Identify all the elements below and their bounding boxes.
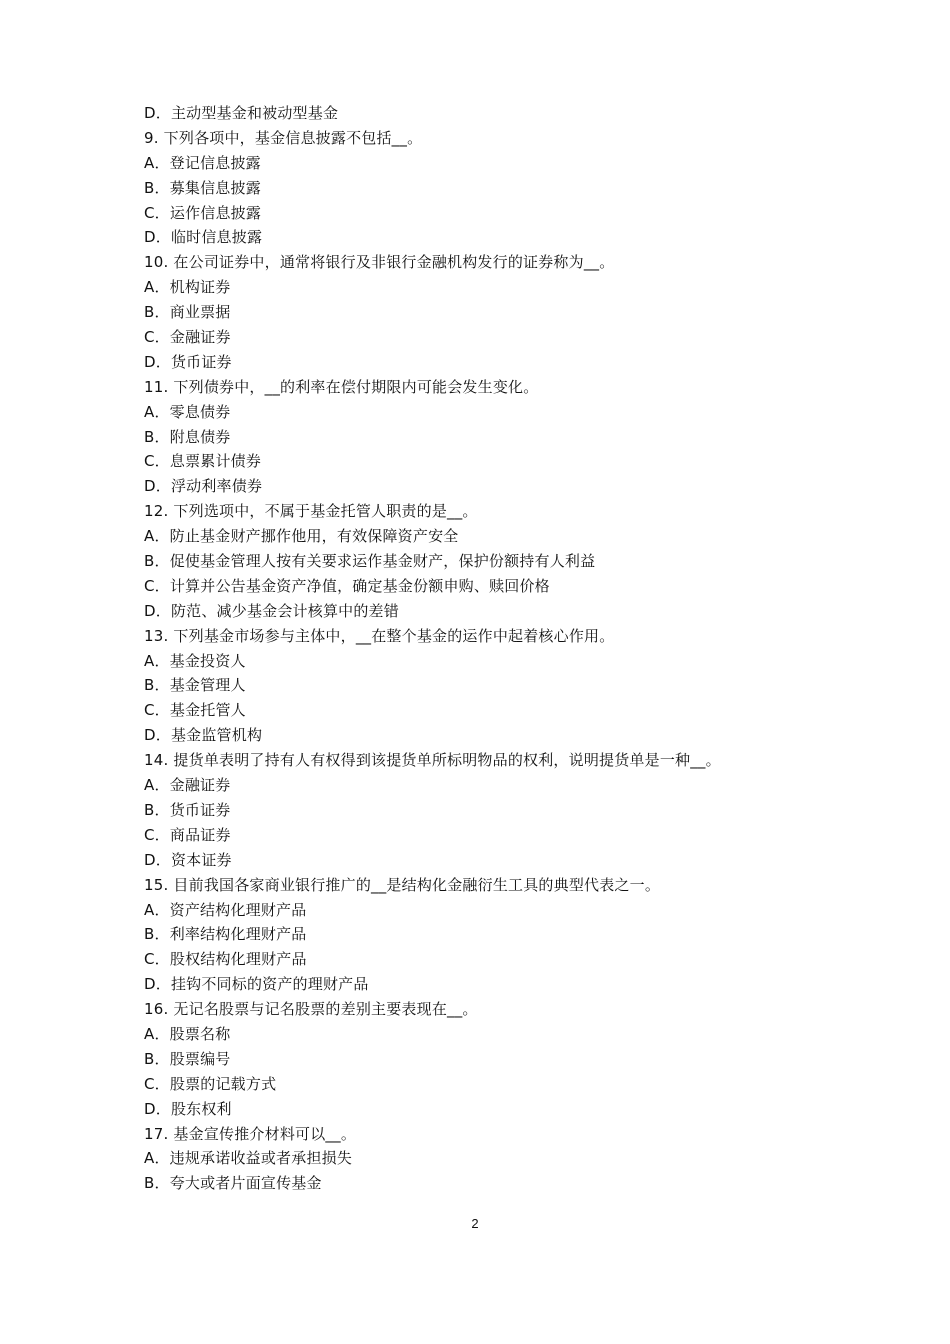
option-text: B．商业票据 [144, 303, 231, 322]
option-text: C．商品证券 [144, 825, 231, 844]
question-text: 12. 下列选项中，不属于基金托管人职责的是__。 [144, 502, 478, 521]
question-text: 10. 在公司证券中，通常将银行及非银行金融机构发行的证券称为__。 [144, 253, 615, 272]
page-number: 2 [471, 1216, 479, 1231]
option-text: D．基金监管机构 [144, 726, 263, 745]
option-text: B．股票编号 [144, 1049, 231, 1068]
question-text: 13. 下列基金市场参与主体中，__在整个基金的运作中起着核心作用。 [144, 626, 615, 645]
option-text: C．息票累计债券 [144, 452, 262, 471]
option-text: A．金融证券 [144, 776, 231, 795]
option-text: B．利率结构化理财产品 [144, 925, 307, 944]
option-text: B．基金管理人 [144, 676, 246, 695]
option-text: D．浮动利率债券 [144, 477, 263, 496]
question-text: 9. 下列各项中，基金信息披露不包括__。 [144, 128, 423, 147]
question-text: 17. 基金宣传推介材料可以__。 [144, 1124, 357, 1143]
option-text: C．运作信息披露 [144, 203, 262, 222]
question-text: 11. 下列债券中，__的利率在偿付期限内可能会发生变化。 [144, 377, 539, 396]
option-text: C．计算并公告基金资产净值，确定基金份额申购、赎回价格 [144, 576, 550, 595]
option-text: A．零息债券 [144, 402, 231, 421]
option-text: A．机构证券 [144, 278, 231, 297]
option-text: D．临时信息披露 [144, 228, 263, 247]
option-text: A．登记信息披露 [144, 153, 261, 172]
option-text: D．主动型基金和被动型基金 [144, 104, 339, 122]
question-text: 15. 目前我国各家商业银行推广的__是结构化金融衍生工具的典型代表之一。 [144, 875, 661, 894]
option-text: D．股东权利 [144, 1099, 232, 1118]
option-text: D．货币证券 [144, 352, 232, 371]
option-text: D．防范、减少基金会计核算中的差错 [144, 601, 399, 620]
option-text: A．防止基金财产挪作他用，有效保障资产安全 [144, 527, 459, 546]
option-text: A．违规承诺收益或者承担损失 [144, 1149, 353, 1168]
option-text: D．资本证券 [144, 850, 232, 869]
option-text: B．货币证券 [144, 800, 231, 819]
option-text: B．夸大或者片面宣传基金 [144, 1174, 322, 1193]
option-text: A．资产结构化理财产品 [144, 900, 307, 919]
document-body [144, 101, 824, 1196]
question-text: 16. 无记名股票与记名股票的差别主要表现在__。 [144, 1000, 478, 1019]
option-text: C．股票的记载方式 [144, 1074, 277, 1093]
option-text: C．金融证券 [144, 328, 231, 347]
option-text: B．募集信息披露 [144, 178, 261, 197]
option-text: A．股票名称 [144, 1024, 231, 1043]
question-text: 14. 提货单表明了持有人有权得到该提货单所标明物品的权利，说明提货单是一种__。 [144, 751, 721, 770]
option-text: B．附息债券 [144, 427, 231, 446]
option-text: C．股权结构化理财产品 [144, 950, 307, 969]
option-text: A．基金投资人 [144, 651, 246, 670]
option-text: D．挂钩不同标的资产的理财产品 [144, 975, 369, 994]
option-text: C．基金托管人 [144, 701, 246, 720]
option-text: B．促使基金管理人按有关要求运作基金财产，保护份额持有人利益 [144, 552, 596, 571]
